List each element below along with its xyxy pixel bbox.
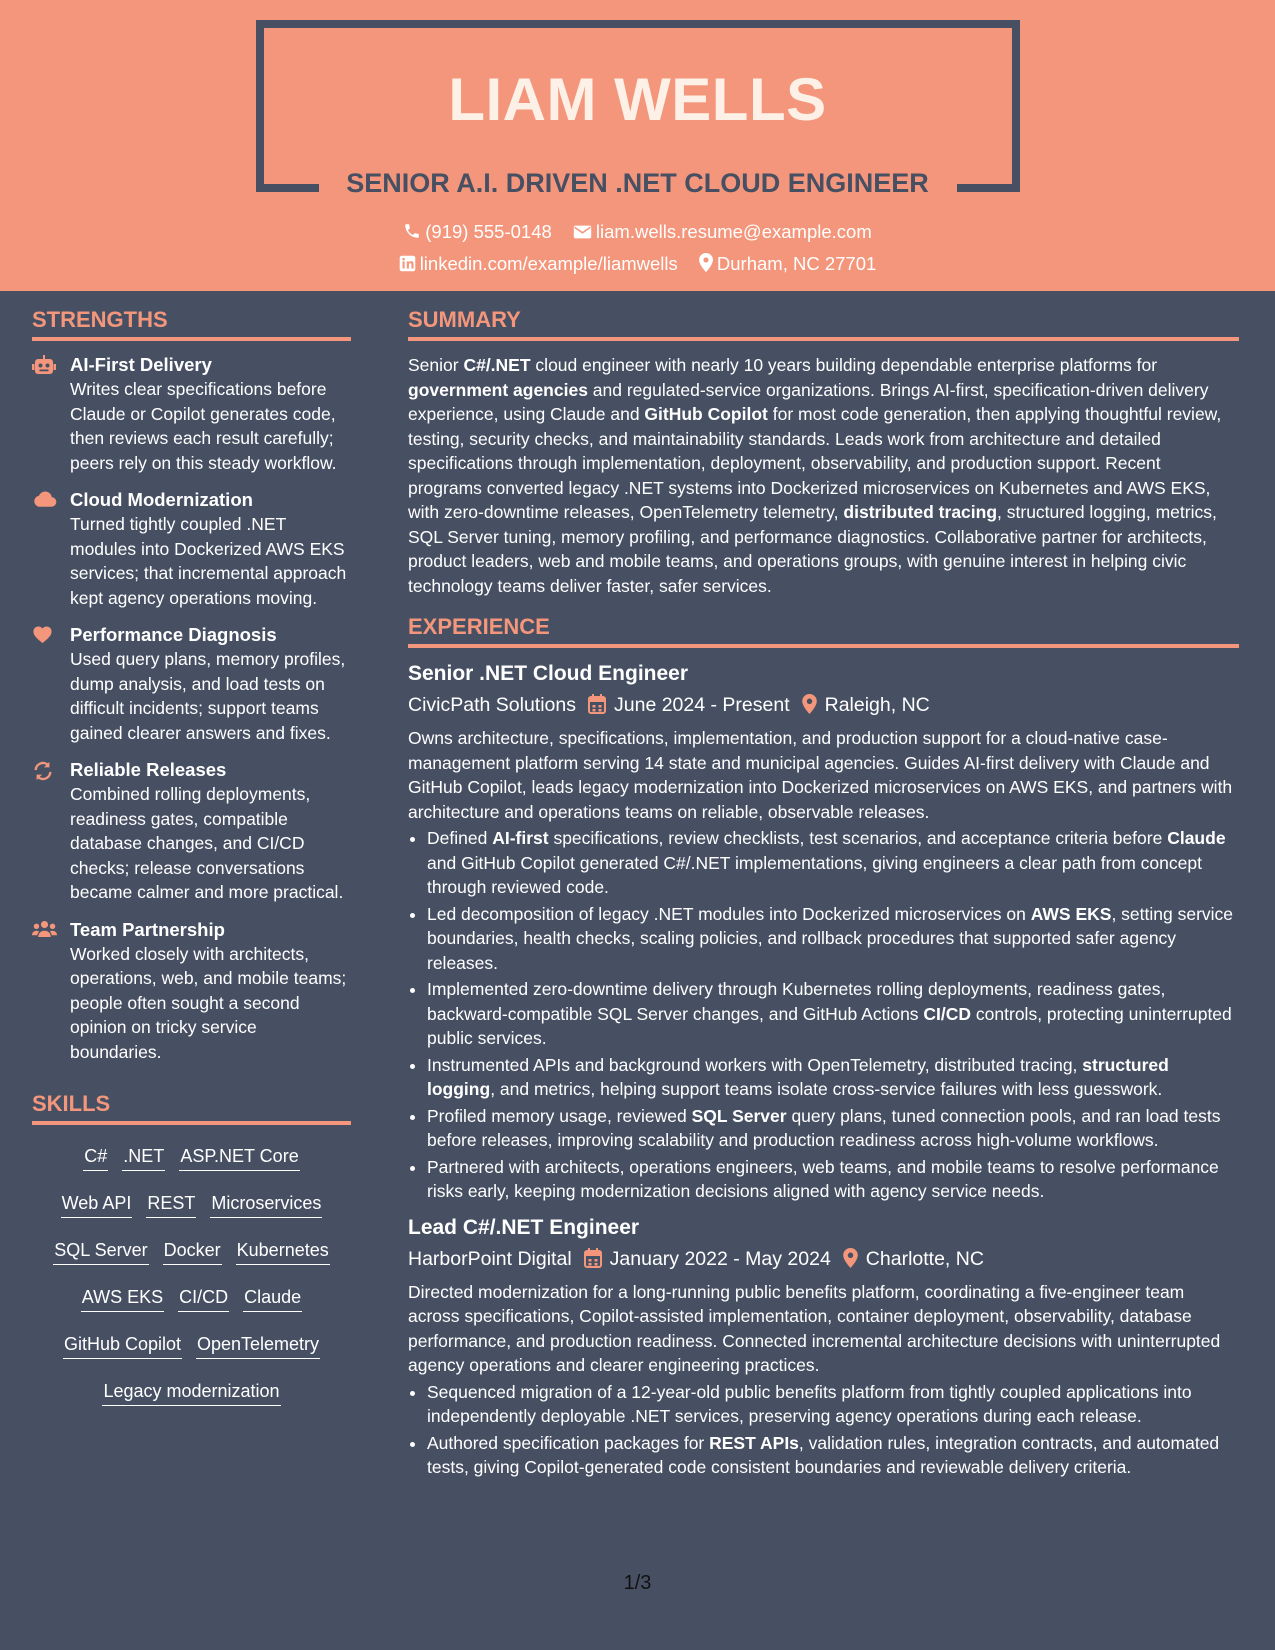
linkedin-contact[interactable] [399,253,683,274]
skill-tag: Docker [163,1238,222,1265]
text-segment: cloud engineer with nearly 10 years building dependable enterprise platforms for [530,355,1158,375]
location-text: Durham, NC 27701 [716,253,877,274]
achievement-list [408,1380,1239,1480]
text-segment: Defined [427,828,493,848]
bold-text: GitHub Copilot [644,404,768,424]
strength-item [32,353,351,475]
candidate-name: LIAM WELLS [448,66,827,133]
heart-icon [32,625,56,647]
summary-heading: SUMMARY [408,306,1239,341]
email-contact[interactable] [573,221,872,242]
job-location: Raleigh, NC [824,694,930,716]
strength-title: Performance Diagnosis [70,624,277,645]
achievement-item [427,1380,1239,1429]
text-segment: , setting service boundaries, health checks, scaling policies, and rollback procedures that supported safer agency releases. [427,903,1234,973]
phone-icon [403,222,421,240]
text-segment: Led decomposition of legacy .NET modules into Dockerized microservices on [427,903,1031,924]
text-segment: Authored specification packages for [427,1432,710,1453]
strength-text: Writes clear specifications before Claude or Copilot generates code, then reviews each result carefully; peers rely on this steady workflow. [70,379,337,473]
strength-item [32,918,351,1065]
email-icon [573,224,592,240]
bold-text: structured logging [427,1054,1169,1099]
strength-text: Turned tightly coupled .NET modules into Dockerized AWS EKS services; that incremental approach kept agency operations moving. [70,514,347,608]
company-name: HarborPoint Digital [408,1247,572,1270]
linkedin-text: linkedin.com/example/liamwells [419,253,678,274]
achievement-item [427,1431,1239,1480]
skill-tag: Web API [61,1191,133,1218]
achievement-item [427,1155,1239,1204]
strength-title: Cloud Modernization [70,489,253,510]
strengths-list [32,353,351,1064]
strength-item [32,623,351,745]
text-segment: query plans, tuned connection pools, and ran load tests before releases, improving scalability and production readiness across high-volume workflows. [427,1105,1221,1150]
calendar-icon [584,1248,602,1268]
calendar-icon [588,694,606,714]
cloud-icon [32,490,56,512]
sync-icon [32,760,56,782]
bold-text: AI-first [492,828,549,848]
skill-tag: ASP.NET Core [179,1144,299,1171]
company-name: CivicPath Solutions [408,694,576,716]
title-frame [256,20,1020,28]
page-number: 1/3 [623,1572,652,1594]
job-meta [408,691,1239,719]
strength-title: Reliable Releases [70,759,227,780]
location-icon [699,253,713,272]
bold-text: REST APIs [709,1432,799,1453]
location-contact [699,253,876,274]
bold-text: SQL Server [691,1105,787,1126]
text-segment: Profiled memory usage, reviewed [427,1105,692,1126]
strength-text: Used query plans, memory profiles, dump analysis, and load tests on difficult incidents; support teams gained clearer answers and fixes. [70,649,346,743]
skill-tag: Claude [243,1285,302,1312]
achievement-item [427,1104,1239,1153]
text-segment: controls, protecting uninterrupted public services. [427,1003,1232,1048]
linkedin-icon [399,255,416,272]
text-segment: and regulated-service organizations. Brings AI-first, specification-driven delivery experience, using Claude and [408,379,1209,424]
header-banner [0,0,1275,291]
summary-text [408,353,1239,598]
job-entry [408,1214,1239,1480]
experience-list [408,660,1239,1480]
text-segment: , and metrics, helping support teams isolate cross-service failures with less guesswork. [490,1079,1163,1099]
strength-item [32,488,351,610]
text-segment: for most code generation, then applying thoughtful review, testing, security checks, and maintainability standards. Leads work from architecture and detailed specifications through implementation, deployment, observability, and production support. Recent programs converted legacy .NET systems into Dockerized microservices on Kubernetes and AWS EKS, with zero-downtime releases, OpenTelemetry telemetry, [408,404,1222,522]
job-meta [408,1245,1239,1273]
achievement-item [427,826,1239,900]
robot-icon [32,355,56,377]
achievement-list [408,826,1239,1204]
achievement-item [427,1053,1239,1102]
achievement-item [427,902,1239,976]
text-segment: Partnered with architects, operations engineers, web teams, and mobile teams to resolve performance risks early, keeping modernization decisions aligned with agency service needs. [427,1156,1219,1201]
job-location: Charlotte, NC [865,1247,984,1270]
job-description: Directed modernization for a long-running public benefits platform, coordinating a five-engineer team across specifications, Copilot-assisted implementation, container deployment, observability, database performance, and production readiness. Connected incremental architecture decisions with uninterrupted agency operations and clearer engineering practices. [408,1281,1221,1375]
strength-text: Worked closely with architects, operations, web, and mobile teams; people often sought a second opinion on tricky service boundaries. [70,943,347,1062]
text-segment: Implemented zero-downtime delivery through Kubernetes rolling deployments, readiness gates, backward-compatible SQL Server changes, and GitHub Actions [427,979,1166,1024]
contact-row [0,220,1275,244]
phone-text: (919) 555-0148 [425,221,552,242]
skills-list [32,1137,351,1419]
text-segment: Instrumented APIs and background workers with OpenTelemetry, distributed tracing, [427,1054,1083,1075]
experience-heading: EXPERIENCE [408,613,1239,648]
strength-text: Combined rolling deployments, readiness gates, compatible database changes, and CI/CD checks; release conversations became calmer and more practical. [70,784,344,902]
users-icon [32,920,56,942]
text-segment: Senior [408,355,464,375]
skill-tag: AWS EKS [81,1285,164,1312]
job-description: Owns architecture, specifications, implementation, and production support for a cloud-native case-management platform serving 14 state and municipal agencies. Guides AI-first delivery with Claude and GitHub Copilot, leads legacy modernization into Dockerized microservices on AWS EKS, and partners with architecture and operations teams on reliable, observable releases. [408,728,1233,822]
strength-title: Team Partnership [70,918,225,940]
skill-tag: GitHub Copilot [63,1332,182,1359]
text-segment: , validation rules, integration contracts, and automated tests, giving Copilot-generated code consistent boundaries and reviewable delivery criteria. [427,1432,1220,1477]
bold-text: government agencies [408,379,588,400]
email-text: liam.wells.resume@example.com [595,221,872,242]
right-column [408,306,1239,1490]
job-entry [408,660,1239,1204]
bold-text: AWS EKS [1030,903,1112,924]
contact-row [0,252,1275,276]
bold-text: distributed tracing [843,502,998,522]
strength-item [32,758,351,905]
text-segment: Sequenced migration of a 12-year-old public benefits platform from tightly coupled applications into independently deployable .NET services, preserving agency operations during each release. [427,1381,1192,1426]
text-segment: and GitHub Copilot generated C#/.NET implementations, giving engineers a clear path from concept through reviewed code. [427,852,1202,897]
skill-tag: Legacy modernization [102,1379,280,1406]
achievement-item [427,977,1239,1051]
job-title: Lead C#/.NET Engineer [408,1215,640,1239]
job-headline: SENIOR A.I. DRIVEN .NET CLOUD ENGINEER [346,168,929,198]
location-icon [843,1248,858,1268]
phone-contact[interactable] [403,221,557,242]
skill-tag: SQL Server [53,1238,148,1265]
skills-heading: SKILLS [32,1090,351,1125]
job-dates: January 2022 - May 2024 [609,1247,831,1270]
bold-text: CI/CD [923,1003,972,1024]
skill-tag: OpenTelemetry [196,1332,320,1359]
strength-title: AI-First Delivery [70,354,212,375]
bold-text: C#/.NET [463,355,531,375]
skill-tag: Microservices [210,1191,322,1218]
skill-tag: REST [146,1191,196,1218]
job-title: Senior .NET Cloud Engineer [408,662,689,685]
bold-text: Claude [1167,828,1226,848]
job-dates: June 2024 - Present [614,694,790,716]
skill-tag: C# [83,1144,108,1171]
location-icon [802,694,817,714]
skill-tag: CI/CD [178,1285,229,1312]
skill-tag: Kubernetes [236,1238,330,1265]
left-column [32,306,351,1419]
text-segment: specifications, review checklists, test scenarios, and acceptance criteria before [548,828,1168,848]
skill-tag: .NET [122,1144,165,1171]
text-segment: , structured logging, metrics, SQL Server tuning, memory profiling, and performance diagnostics. Collaborative partner for architects, product leaders, web and mobile teams, and operations groups, with genuine interest in helping civic technology teams deliver faster, safer services. [408,502,1217,596]
strengths-heading: STRENGTHS [32,306,351,341]
